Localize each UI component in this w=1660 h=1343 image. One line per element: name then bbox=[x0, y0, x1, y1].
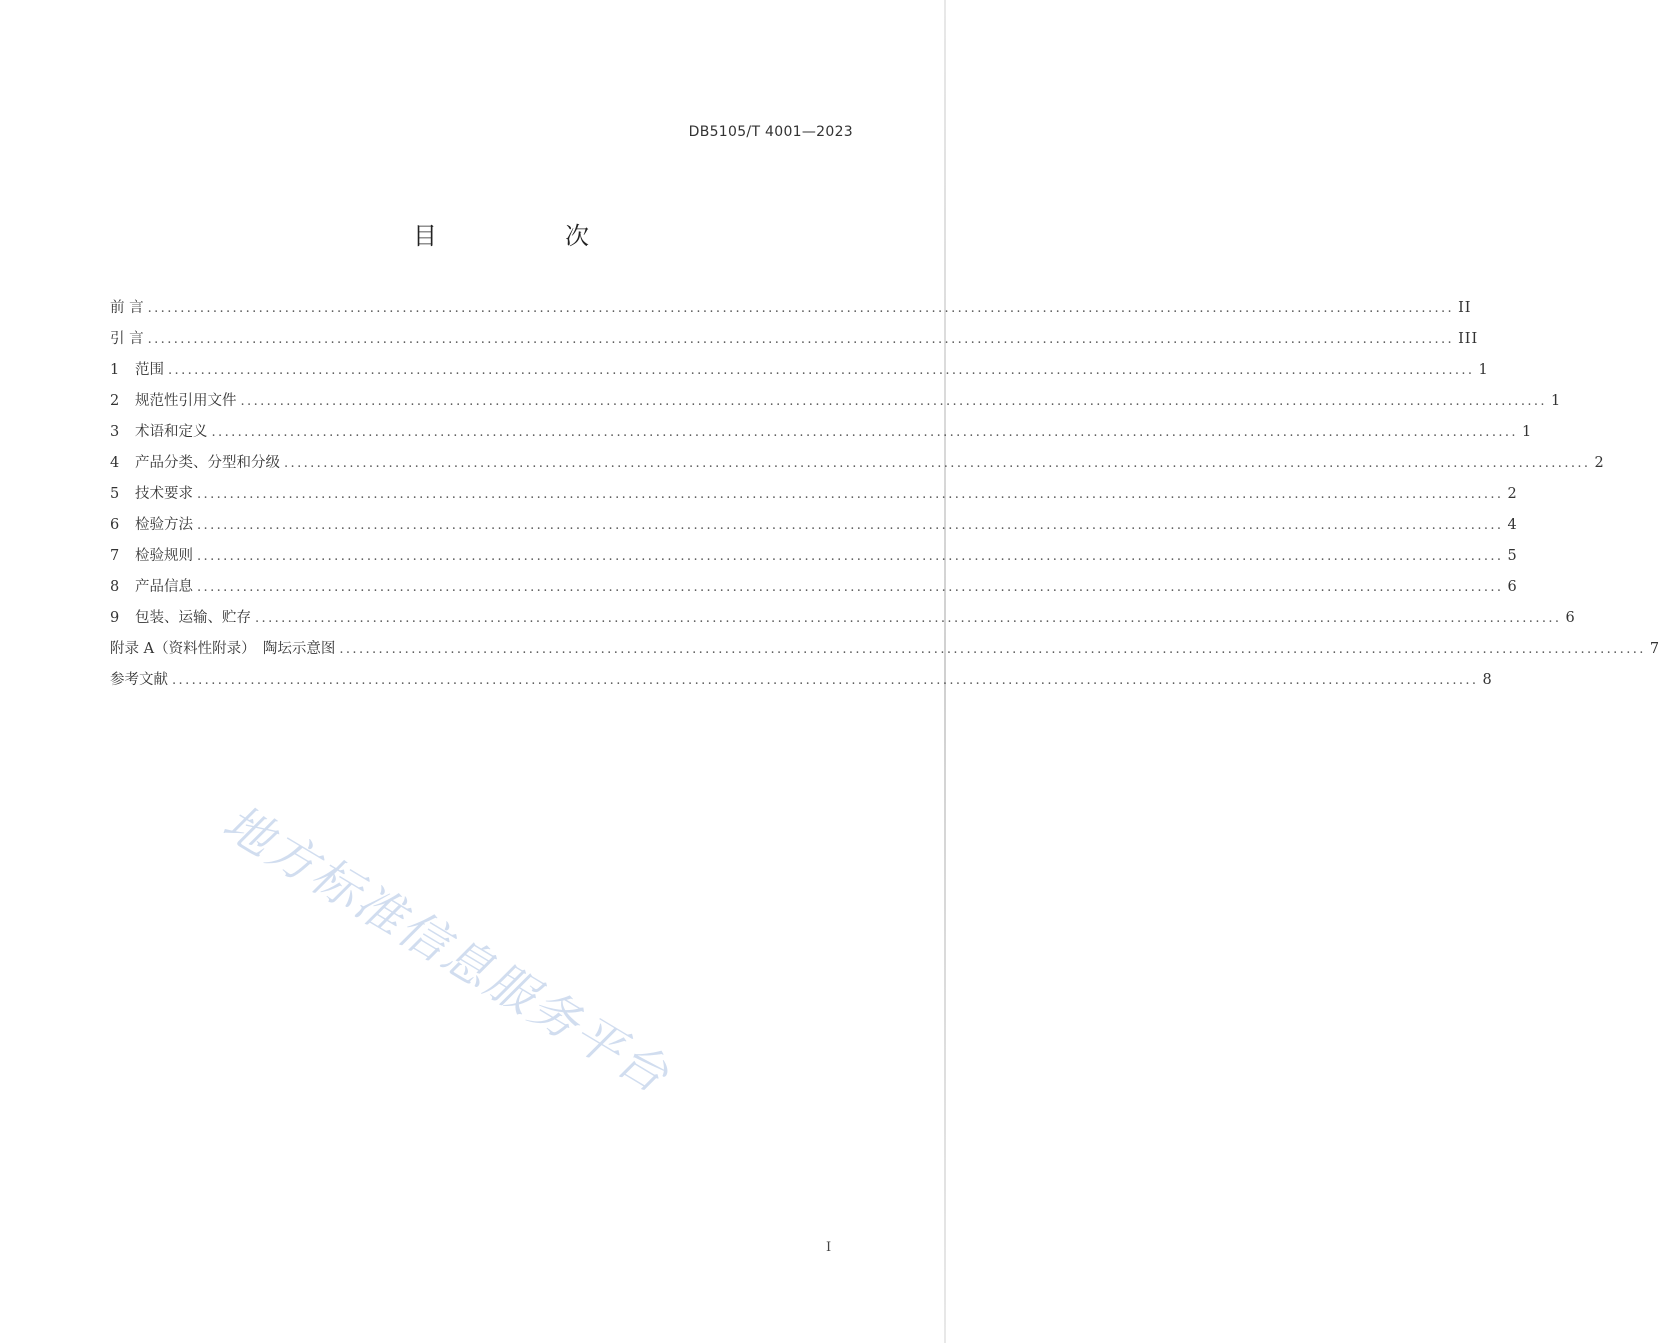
toc-entry-number: 6 bbox=[110, 517, 120, 533]
toc-entry[interactable] bbox=[110, 637, 1660, 668]
toc-entry[interactable] bbox=[110, 327, 1479, 358]
toc-entry-label: 前 言 bbox=[110, 300, 144, 316]
toc-entry-number: 8 bbox=[110, 579, 120, 595]
toc-entry-page: 7 bbox=[1649, 641, 1660, 657]
toc-leader-dots: ........................................................................................................................................................................................................ bbox=[168, 363, 1475, 378]
toc-entry-page: 8 bbox=[1482, 672, 1493, 688]
toc-entry-number: 7 bbox=[110, 548, 120, 564]
toc-entry-page: 4 bbox=[1507, 517, 1518, 533]
toc-entry[interactable] bbox=[110, 482, 1518, 513]
toc-leader-dots: ........................................................................................................................................................................................................ bbox=[240, 394, 1547, 409]
toc-entry-label: 产品分类、分型和分级 bbox=[135, 455, 280, 471]
toc-entry-label: 范围 bbox=[135, 362, 164, 378]
toc-entry-page: 1 bbox=[1521, 424, 1533, 440]
toc-entry-label: 引 言 bbox=[110, 331, 144, 347]
toc-entry[interactable] bbox=[110, 296, 1472, 327]
toc-entry-number: 1 bbox=[110, 362, 120, 378]
toc-entry[interactable] bbox=[110, 668, 1493, 699]
toc-entry-label: 规范性引用文件 bbox=[135, 393, 237, 409]
toc-entry-page: 2 bbox=[1507, 486, 1518, 502]
toc-entry-number: 3 bbox=[110, 424, 120, 440]
toc-entry-label: 参考文献 bbox=[110, 672, 168, 688]
toc-entry-number: 5 bbox=[110, 486, 120, 502]
toc-entry-number: 9 bbox=[110, 610, 120, 626]
table-of-contents bbox=[110, 296, 1660, 699]
toc-entry[interactable] bbox=[110, 513, 1518, 544]
toc-entry-page: 6 bbox=[1565, 610, 1576, 626]
toc-entry-label: 检验方法 bbox=[135, 517, 193, 533]
toc-entry[interactable] bbox=[110, 575, 1518, 606]
toc-leader-dots: ........................................................................................................................................................................................................ bbox=[197, 580, 1504, 595]
toc-leader-dots: ........................................................................................................................................................................................................ bbox=[172, 673, 1479, 688]
toc-leader-dots: ........................................................................................................................................................................................................ bbox=[197, 518, 1504, 533]
toc-entry-label: 技术要求 bbox=[135, 486, 193, 502]
toc-leader-dots: ........................................................................................................................................................................................................ bbox=[255, 611, 1562, 626]
toc-entry-page: 2 bbox=[1594, 455, 1605, 471]
toc-entry-page: 1 bbox=[1478, 362, 1489, 378]
toc-entry-label: 产品信息 bbox=[135, 579, 193, 595]
toc-entry[interactable] bbox=[110, 389, 1562, 420]
watermark: 地方标准信息服务平台 bbox=[213, 794, 680, 1106]
toc-entry-page: 6 bbox=[1507, 579, 1518, 595]
toc-entry[interactable] bbox=[110, 420, 1533, 451]
page-number: I bbox=[826, 1240, 832, 1255]
toc-entry-page: 5 bbox=[1507, 548, 1518, 564]
document-code: DB5105/T 4001—2023 bbox=[688, 124, 853, 140]
toc-leader-dots: ........................................................................................................................................................................................................ bbox=[211, 425, 1518, 440]
toc-entry-page: III bbox=[1458, 331, 1479, 347]
toc-leader-dots: ........................................................................................................................................................................................................ bbox=[197, 549, 1504, 564]
toc-entry-label: 包装、运输、贮存 bbox=[135, 610, 251, 626]
toc-title: 目 次 bbox=[413, 222, 641, 250]
toc-entry-label: 检验规则 bbox=[135, 548, 193, 564]
toc-entry-page: II bbox=[1458, 300, 1472, 316]
toc-entry[interactable] bbox=[110, 544, 1518, 575]
toc-entry[interactable] bbox=[110, 451, 1605, 482]
toc-entry[interactable] bbox=[110, 358, 1489, 389]
toc-entry-label: 附录 A（资料性附录） 陶坛示意图 bbox=[110, 641, 336, 657]
toc-leader-dots: ........................................................................................................................................................................................................ bbox=[339, 642, 1646, 657]
toc-entry-page: 1 bbox=[1550, 393, 1562, 409]
toc-leader-dots: ........................................................................................................................................................................................................ bbox=[147, 301, 1455, 316]
toc-entry-number: 2 bbox=[110, 393, 120, 409]
toc-leader-dots: ........................................................................................................................................................................................................ bbox=[284, 456, 1591, 471]
toc-entry-label: 术语和定义 bbox=[135, 424, 208, 440]
toc-entry-number: 4 bbox=[110, 455, 120, 471]
toc-entry[interactable] bbox=[110, 606, 1576, 637]
page-edge bbox=[944, 0, 946, 1343]
toc-leader-dots: ........................................................................................................................................................................................................ bbox=[197, 487, 1504, 502]
toc-leader-dots: ........................................................................................................................................................................................................ bbox=[147, 332, 1455, 347]
